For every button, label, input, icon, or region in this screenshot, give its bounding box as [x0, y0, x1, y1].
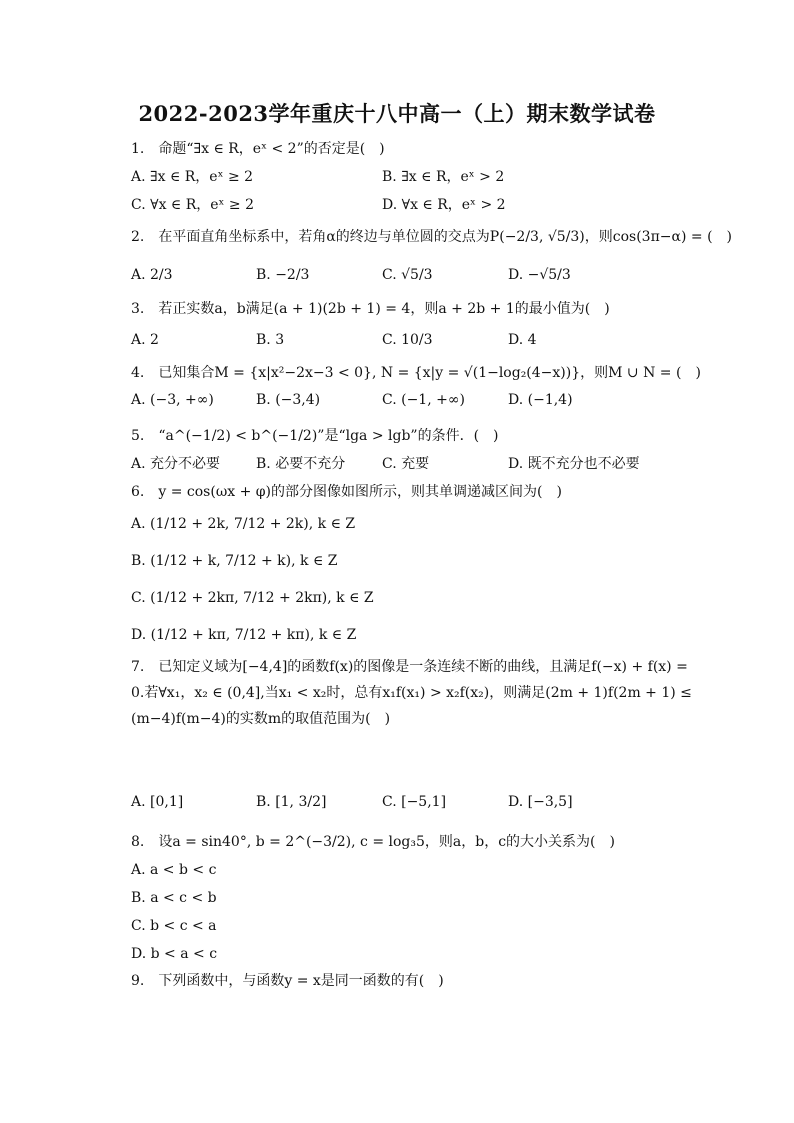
q2-option-b: B. −2/3: [256, 267, 310, 283]
question-8-stem: 8. 设a = sin40°, b = 2^(−3/2), c = log₃5，则a，b，c的大小关系为( ): [131, 834, 615, 850]
q8-option-c: C. b < c < a: [131, 918, 217, 934]
q6-option-b: B. (1/12 + k, 7/12 + k), k ∈ Z: [131, 553, 338, 569]
q8-option-b: B. a < c < b: [131, 890, 217, 906]
question-5-stem: 5. “a^(−1/2) < b^(−1/2)”是“lga > lgb”的条件．( ): [131, 428, 499, 444]
q1-option-d: D. ∀x ∈ R，eˣ > 2: [382, 197, 506, 213]
question-1-stem: 1. 命题“∃x ∈ R，eˣ < 2”的否定是( ): [131, 141, 385, 157]
q8-option-a: A. a < b < c: [131, 862, 217, 878]
question-9-stem: 9. 下列函数中，与函数y = x是同一函数的有( ): [131, 973, 444, 989]
q4-option-a: A. (−3, +∞): [131, 392, 214, 408]
question-3-stem: 3. 若正实数a，b满足(a + 1)(2b + 1) = 4，则a + 2b + 1的最小值为( ): [131, 301, 610, 317]
question-4-stem: 4. 已知集合M = {x|x²−2x−3 < 0}, N = {x|y = √(1−log₂(4−x))}，则M ∪ N = ( ): [131, 365, 701, 381]
exam-title: 2022-2023学年重庆十八中高一（上）期末数学试卷: [138, 101, 656, 126]
q4-option-b: B. (−3,4): [256, 392, 321, 408]
q1-option-b: B. ∃x ∈ R，eˣ > 2: [382, 169, 505, 185]
q2-option-c: C. √5/3: [382, 267, 433, 283]
q5-option-c: C. 充要: [382, 456, 430, 472]
q3-option-d: D. 4: [508, 332, 537, 348]
q5-option-a: A. 充分不必要: [131, 456, 221, 472]
q4-option-c: C. (−1, +∞): [382, 392, 465, 408]
q2-option-d: D. −√5/3: [508, 267, 571, 283]
q8-option-d: D. b < a < c: [131, 946, 218, 962]
question-7-stem: 7. 已知定义域为[−4,4]的函数f(x)的图像是一条连续不断的曲线，且满足f(−x) + f(x) = 0.若∀x₁，x₂ ∈ (0,4],当x₁ < x₂时，总有x₁f(x₁) > x₂f(x₂)，则满足(2m + 1)f(2m + 1) ≤ (m−4)f(m−4)的实数m的取值范围为( ): [131, 659, 692, 727]
q5-option-d: D. 既不充分也不必要: [508, 456, 640, 472]
question-2-stem: 2. 在平面直角坐标系中，若角α的终边与单位圆的交点为P(−2/3, √5/3)，则cos(3π−α) = ( ): [131, 229, 732, 245]
question-6-stem: 6. y = cos(ωx + φ)的部分图像如图所示，则其单调递减区间为( ): [131, 484, 562, 500]
q3-option-b: B. 3: [256, 332, 285, 348]
q6-option-c: C. (1/12 + 2kπ, 7/12 + 2kπ), k ∈ Z: [131, 590, 374, 606]
q1-option-c: C. ∀x ∈ R，eˣ ≥ 2: [131, 197, 255, 213]
q6-option-a: A. (1/12 + 2k, 7/12 + 2k), k ∈ Z: [131, 516, 356, 532]
q7-option-c: C. [−5,1]: [382, 794, 447, 810]
q4-option-d: D. (−1,4): [508, 392, 573, 408]
q7-option-d: D. [−3,5]: [508, 794, 573, 810]
q3-option-a: A. 2: [131, 332, 159, 348]
q7-option-a: A. [0,1]: [131, 794, 184, 810]
q7-option-b: B. [1, 3/2]: [256, 794, 327, 810]
q6-option-d: D. (1/12 + kπ, 7/12 + kπ), k ∈ Z: [131, 627, 357, 643]
q5-option-b: B. 必要不充分: [256, 456, 346, 472]
q2-option-a: A. 2/3: [131, 267, 173, 283]
q3-option-c: C. 10/3: [382, 332, 433, 348]
q1-option-a: A. ∃x ∈ R，eˣ ≥ 2: [131, 169, 254, 185]
